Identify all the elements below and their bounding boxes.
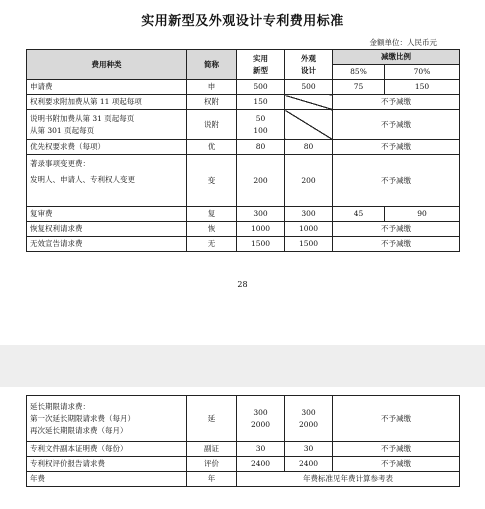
- table-row: 权利要求附加费从第 11 项起每项 权附 150 不予减缴: [27, 95, 460, 110]
- diagonal-cell: [285, 110, 333, 140]
- table-row: 说明书附加费从第 31 页起每页 从第 301 页起每页 说附 50 100 不予减缴: [27, 110, 460, 140]
- table-row: 无效宣告请求费 无 1500 1500 不予减缴: [27, 237, 460, 252]
- table-row: 专利文件副本证明费（每份） 副证 30 30 不予减缴: [27, 442, 460, 457]
- diagonal-cell: [285, 95, 333, 110]
- page-lower: [0, 387, 485, 509]
- currency-unit-label: 金额单位：人民币元: [369, 38, 437, 47]
- page-title: 实用新型及外观设计专利费用标准: [141, 14, 344, 29]
- header-item: 费用种类: [27, 50, 187, 80]
- table-row: 优先权要求费（每项） 优 80 80 不予减缴: [27, 140, 460, 155]
- table-row: 专利权评价报告请求费 评价 2400 2400 不予减缴: [27, 457, 460, 472]
- header-utility: 实用 新型: [237, 50, 285, 80]
- page-number: 28: [237, 280, 248, 289]
- table-row: 恢复权利请求费 恢 1000 1000 不予减缴: [27, 222, 460, 237]
- header-design: 外观 设计: [285, 50, 333, 80]
- table-row: 著录事项变更费： 发明人、申请人、专利权人变更 变 200 200 不予减缴: [27, 155, 460, 207]
- header-abbr: 简称: [187, 50, 237, 80]
- fee-table-bottom: [26, 395, 460, 487]
- table-row: 申请费 申 500 500 75 150: [27, 80, 460, 95]
- header-reduction: 减缴比例: [333, 50, 460, 65]
- table-row: 年费 年 年费标准见年费计算参考表: [27, 472, 460, 487]
- table-row: 延长期限请求费： 第一次延长期限请求费（每月） 再次延长期限请求费（每月） 延 300 2000 300 2000 不予减缴: [27, 396, 460, 442]
- header-pct-70: 70%: [385, 65, 460, 80]
- header-pct-85: 85%: [333, 65, 385, 80]
- page-gap: [0, 345, 485, 387]
- fee-table-top: [26, 49, 460, 252]
- table-row: 复审费 复 300 300 45 90: [27, 207, 460, 222]
